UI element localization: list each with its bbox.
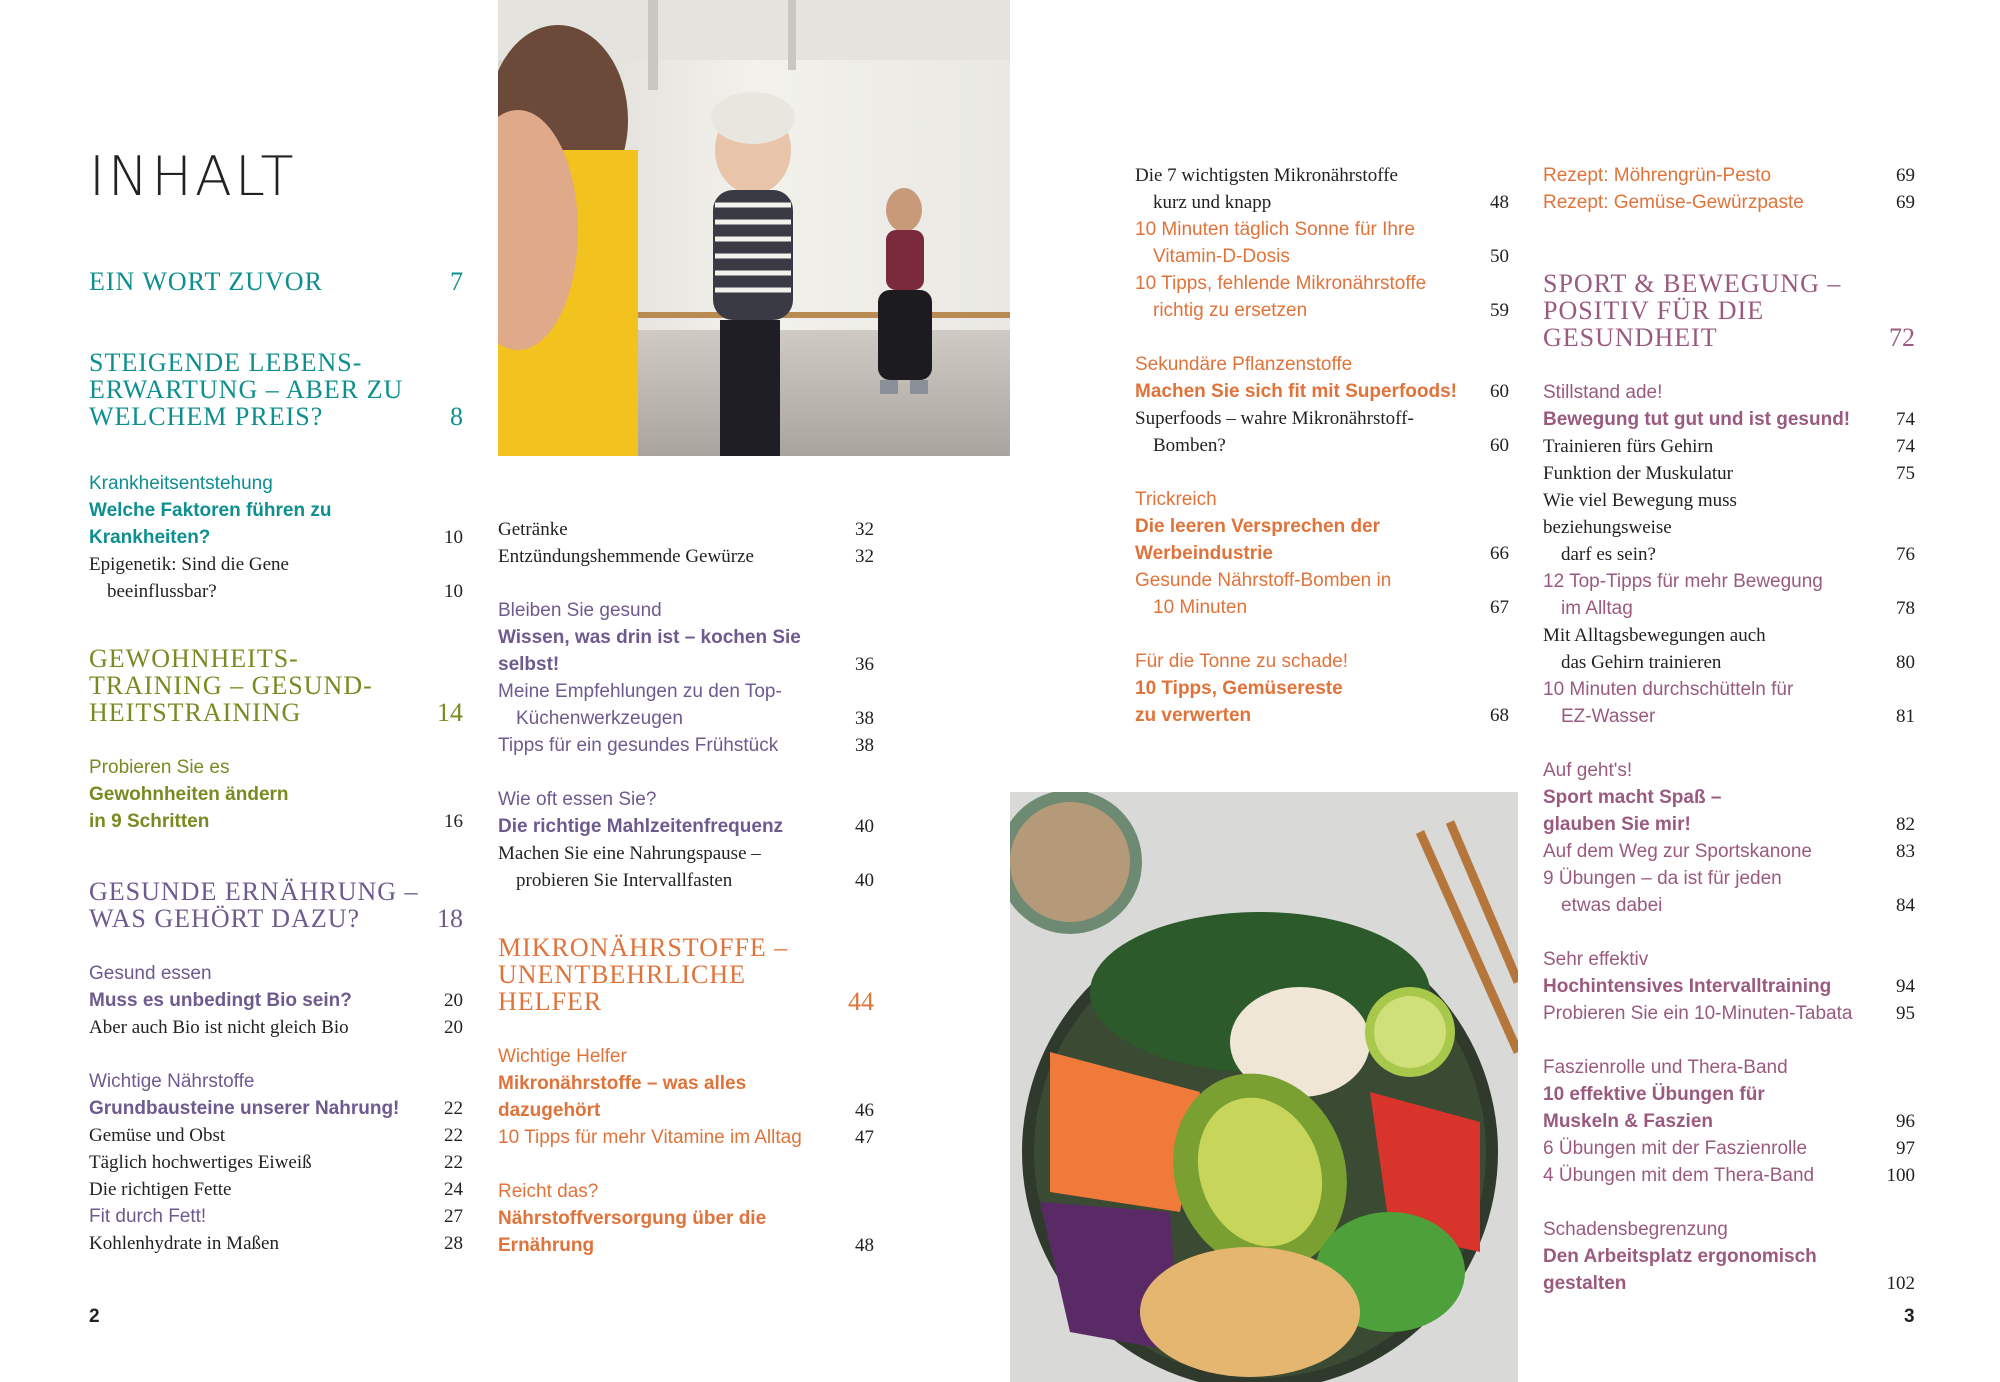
chapter-page-number: 8 bbox=[450, 402, 463, 431]
section-kicker: Faszienrolle und Thera-Band bbox=[1543, 1057, 1788, 1078]
chapter-title-line: GESUNDHEIT bbox=[1543, 323, 1718, 352]
section-kicker: Schadensbegrenzung bbox=[1543, 1219, 1728, 1240]
section-sekundaere-pflanzenstoffe bbox=[1135, 351, 1509, 459]
section-kicker: Stillstand ade! bbox=[1543, 382, 1663, 403]
entry-page-number: 16 bbox=[444, 811, 463, 832]
entry-page-number: 10 bbox=[444, 527, 463, 548]
toc-entry[interactable] bbox=[498, 543, 874, 570]
chapter-title-line: HELFER bbox=[498, 987, 603, 1016]
chapter-title-line: STEIGENDE LEBENS- bbox=[89, 348, 363, 377]
entry-line: in 9 Schritten bbox=[89, 811, 210, 832]
chapter-page-number: 44 bbox=[848, 987, 874, 1016]
entry-page-number: 96 bbox=[1896, 1111, 1915, 1132]
section-gesund-essen bbox=[89, 960, 463, 1041]
entry-line: beeinflussbar? bbox=[107, 581, 217, 602]
toc-entry[interactable] bbox=[1135, 405, 1509, 459]
entry-line: richtig zu ersetzen bbox=[1153, 300, 1308, 321]
entry-page-number: 22 bbox=[444, 1125, 463, 1146]
entry-page-number: 20 bbox=[444, 990, 463, 1011]
entry-line: Entzündungshemmende Gewürze bbox=[498, 546, 754, 567]
entry-line: Epigenetik: Sind die Gene bbox=[89, 554, 289, 575]
entry-line: Fit durch Fett! bbox=[89, 1206, 207, 1227]
entry-line: Wissen, was drin ist – kochen Sie bbox=[498, 627, 801, 648]
chapter-sport-bewegung[interactable] bbox=[1543, 270, 1915, 351]
entry-page-number: 66 bbox=[1490, 543, 1509, 564]
chapter-mikronaehrstoffe[interactable] bbox=[498, 934, 874, 1015]
section-bleiben-sie-gesund bbox=[498, 597, 874, 759]
entry-line: Bomben? bbox=[1153, 435, 1226, 456]
entry-line: Die richtigen Fette bbox=[89, 1179, 232, 1200]
toc-entry[interactable] bbox=[498, 1070, 874, 1124]
entry-line: 10 Minuten durchschütteln für bbox=[1543, 679, 1794, 700]
entry-line: Rezept: Gemüse-Gewürzpaste bbox=[1543, 192, 1804, 213]
entry-page-number: 97 bbox=[1896, 1138, 1915, 1159]
chapter-steigende-lebenserwartung[interactable] bbox=[89, 349, 463, 430]
toc-entry[interactable] bbox=[1543, 433, 1915, 460]
toc-entry[interactable] bbox=[1135, 270, 1509, 324]
chapter-title-line: SPORT & BEWEGUNG – bbox=[1543, 269, 1842, 298]
section-kicker: Für die Tonne zu schade! bbox=[1135, 651, 1349, 672]
entry-line: gestalten bbox=[1543, 1273, 1627, 1294]
entry-line: 10 effektive Übungen für bbox=[1543, 1084, 1765, 1105]
entry-line: Rezept: Möhrengrün-Pesto bbox=[1543, 165, 1772, 186]
toc-entry[interactable] bbox=[1543, 1135, 1915, 1162]
entry-line: Mikronährstoffe – was alles bbox=[498, 1073, 747, 1094]
entry-page-number: 32 bbox=[855, 519, 874, 540]
entry-page-number: 68 bbox=[1490, 705, 1509, 726]
toc-entry[interactable] bbox=[1135, 513, 1509, 567]
entry-line: 10 Minuten täglich Sonne für Ihre bbox=[1135, 219, 1415, 240]
toc-entry[interactable] bbox=[89, 1014, 463, 1041]
entry-line: Mit Alltagsbewegungen auch bbox=[1543, 625, 1766, 646]
toc-entry[interactable] bbox=[1135, 675, 1509, 729]
toc-entry[interactable] bbox=[1543, 784, 1915, 838]
section-schadensbegrenzung bbox=[1543, 1216, 1915, 1297]
section-auf-gehts bbox=[1543, 757, 1915, 919]
page-number-right: 3 bbox=[1904, 1306, 1915, 1327]
chapter-title-line: UNENTBEHRLICHE bbox=[498, 960, 746, 989]
chapter-page-number: 7 bbox=[450, 267, 463, 296]
toc-entry[interactable] bbox=[498, 624, 874, 678]
toc-entry[interactable] bbox=[1543, 865, 1915, 919]
entry-page-number: 69 bbox=[1896, 165, 1915, 186]
chapter-ein-wort-zuvor[interactable] bbox=[89, 268, 463, 295]
entry-line: Vitamin-D-Dosis bbox=[1153, 246, 1290, 267]
entry-page-number: 75 bbox=[1896, 463, 1915, 484]
entry-page-number: 22 bbox=[444, 1098, 463, 1119]
section-kicker: Wie oft essen Sie? bbox=[498, 789, 657, 810]
entry-page-number: 60 bbox=[1490, 435, 1509, 456]
entry-page-number: 40 bbox=[855, 816, 874, 837]
chapter-gewohnheitstraining[interactable] bbox=[89, 645, 463, 726]
toc-entry[interactable] bbox=[1135, 162, 1509, 216]
toc-entry[interactable] bbox=[1543, 622, 1915, 676]
entry-page-number: 67 bbox=[1490, 597, 1509, 618]
entry-page-number: 28 bbox=[444, 1233, 463, 1254]
chapter-title: EIN WORT ZUVOR bbox=[89, 267, 323, 296]
entry-line: Welche Faktoren führen zu bbox=[89, 500, 332, 521]
toc-entry[interactable] bbox=[89, 781, 463, 835]
toc-entry[interactable] bbox=[1543, 973, 1915, 1000]
chapter-title-line: ERWARTUNG – ABER ZU bbox=[89, 375, 404, 404]
entry-page-number: 78 bbox=[1896, 598, 1915, 619]
toc-column-2 bbox=[498, 516, 874, 1259]
entry-page-number: 94 bbox=[1896, 976, 1915, 997]
section-probieren-sie-es bbox=[89, 754, 463, 835]
section-wie-oft-essen-sie bbox=[498, 786, 874, 894]
entry-line: Trainieren fürs Gehirn bbox=[1543, 436, 1714, 457]
entry-line: Machen Sie sich fit mit Superfoods! bbox=[1135, 381, 1457, 402]
section-kicker: Sehr effektiv bbox=[1543, 949, 1649, 970]
section-kicker: Auf geht's! bbox=[1543, 760, 1633, 781]
section-kicker: Sekundäre Pflanzenstoffe bbox=[1135, 354, 1353, 375]
chapter-title-line: TRAINING – GESUND- bbox=[89, 671, 373, 700]
entry-line: Meine Empfehlungen zu den Top- bbox=[498, 681, 782, 702]
toc-entry[interactable] bbox=[1135, 567, 1509, 621]
toc-entry[interactable] bbox=[89, 1176, 463, 1203]
entry-line: 12 Top-Tipps für mehr Bewegung bbox=[1543, 571, 1823, 592]
entry-page-number: 47 bbox=[855, 1127, 874, 1148]
section-kicker: Trickreich bbox=[1135, 489, 1217, 510]
section-fuer-die-tonne bbox=[1135, 648, 1509, 729]
chapter-title-line: POSITIV FÜR DIE bbox=[1543, 296, 1765, 325]
entry-line: Muss es unbedingt Bio sein? bbox=[89, 990, 352, 1011]
entry-page-number: 46 bbox=[855, 1100, 874, 1121]
fitness-class-photo bbox=[498, 0, 1010, 456]
entry-line: dazugehört bbox=[498, 1100, 601, 1121]
entry-page-number: 60 bbox=[1490, 381, 1509, 402]
entry-line: etwas dabei bbox=[1561, 895, 1663, 916]
entry-line: Auf dem Weg zur Sportskanone bbox=[1543, 841, 1812, 862]
section-wichtige-naehrstoffe bbox=[89, 1068, 463, 1257]
entry-line: glauben Sie mir! bbox=[1543, 814, 1691, 835]
entry-page-number: 32 bbox=[855, 546, 874, 567]
entry-page-number: 24 bbox=[444, 1179, 463, 1200]
entry-line: 10 Tipps für mehr Vitamine im Alltag bbox=[498, 1127, 802, 1148]
entry-line: Hochintensives Intervalltraining bbox=[1543, 976, 1832, 997]
section-kicker: Bleiben Sie gesund bbox=[498, 600, 662, 621]
entry-line: selbst! bbox=[498, 654, 560, 675]
toc-column-4 bbox=[1543, 162, 1915, 1297]
salad-bowl-photo bbox=[1010, 792, 1518, 1382]
entry-page-number: 76 bbox=[1896, 544, 1915, 565]
entry-line: Krankheiten? bbox=[89, 527, 211, 548]
entry-line: Gemüse und Obst bbox=[89, 1125, 226, 1146]
toc-entry[interactable] bbox=[1543, 1243, 1915, 1297]
toc-entry[interactable] bbox=[498, 1124, 874, 1151]
entry-line: Getränke bbox=[498, 519, 568, 540]
entry-line: 4 Übungen mit dem Thera-Band bbox=[1543, 1165, 1815, 1186]
entry-page-number: 48 bbox=[855, 1235, 874, 1256]
entry-page-number: 27 bbox=[444, 1206, 463, 1227]
section-kicker: Wichtige Helfer bbox=[498, 1046, 627, 1067]
entry-line: Probieren Sie ein 10-Minuten-Tabata bbox=[1543, 1003, 1853, 1024]
entry-page-number: 20 bbox=[444, 1017, 463, 1038]
entry-page-number: 74 bbox=[1896, 409, 1915, 430]
entry-page-number: 95 bbox=[1896, 1003, 1915, 1024]
entry-line: 10 Tipps, fehlende Mikronährstoffe bbox=[1135, 273, 1427, 294]
entry-line: Tipps für ein gesundes Frühstück bbox=[498, 735, 779, 756]
section-reicht-das bbox=[498, 1178, 874, 1259]
toc-entry[interactable] bbox=[1543, 460, 1915, 487]
chapter-page-number: 72 bbox=[1889, 323, 1915, 352]
entry-line: Nährstoffversorgung über die bbox=[498, 1208, 767, 1229]
toc-entry[interactable] bbox=[1543, 487, 1915, 568]
toc-entry[interactable] bbox=[1543, 1000, 1915, 1027]
chapter-page-number: 18 bbox=[437, 904, 463, 933]
entry-page-number: 82 bbox=[1896, 814, 1915, 835]
entry-page-number: 40 bbox=[855, 870, 874, 891]
entry-line: zu verwerten bbox=[1135, 705, 1252, 726]
toc-entry[interactable] bbox=[1543, 162, 1915, 189]
entry-line: Aber auch Bio ist nicht gleich Bio bbox=[89, 1017, 349, 1038]
entry-page-number: 102 bbox=[1886, 1273, 1915, 1294]
entry-line: Die leeren Versprechen der bbox=[1135, 516, 1381, 537]
toc-entry[interactable] bbox=[1543, 676, 1915, 730]
entry-line: Wie viel Bewegung muss beziehungsweise bbox=[1543, 490, 1737, 538]
entry-page-number: 48 bbox=[1490, 192, 1509, 213]
section-faszienrolle bbox=[1543, 1054, 1915, 1189]
toc-entry[interactable] bbox=[89, 1203, 463, 1230]
section-kicker: Wichtige Nährstoffe bbox=[89, 1071, 255, 1092]
entry-page-number: 81 bbox=[1896, 706, 1915, 727]
toc-entry[interactable] bbox=[1543, 406, 1915, 433]
chapter-title-line: GESUNDE ERNÄHRUNG – bbox=[89, 877, 419, 906]
section-kicker: Krankheitsentstehung bbox=[89, 473, 273, 494]
toc-entry[interactable] bbox=[498, 678, 874, 732]
toc-entry[interactable] bbox=[1543, 568, 1915, 622]
toc-entry[interactable] bbox=[89, 1095, 463, 1122]
toc-entry[interactable] bbox=[1543, 1162, 1915, 1189]
chapter-title-line: WELCHEM PREIS? bbox=[89, 402, 324, 431]
toc-entry[interactable] bbox=[89, 1122, 463, 1149]
entry-page-number: 80 bbox=[1896, 652, 1915, 673]
section-kicker: Probieren Sie es bbox=[89, 757, 230, 778]
toc-column-1 bbox=[89, 268, 463, 1257]
toc-entry[interactable] bbox=[1135, 216, 1509, 270]
entry-page-number: 69 bbox=[1896, 192, 1915, 213]
toc-entry[interactable] bbox=[89, 1149, 463, 1176]
entry-line: Muskeln & Faszien bbox=[1543, 1111, 1713, 1132]
entry-line: Sport macht Spaß – bbox=[1543, 787, 1722, 808]
section-trickreich bbox=[1135, 486, 1509, 621]
entry-line: Bewegung tut gut und ist gesund! bbox=[1543, 409, 1851, 430]
toc-column-3 bbox=[1135, 162, 1509, 729]
entry-line: 10 Tipps, Gemüsereste bbox=[1135, 678, 1343, 699]
entry-line: Gewohnheiten ändern bbox=[89, 784, 289, 805]
toc-entry[interactable] bbox=[1543, 189, 1915, 216]
entry-line: Werbeindustrie bbox=[1135, 543, 1273, 564]
entry-line: EZ-Wasser bbox=[1561, 706, 1656, 727]
section-kicker: Reicht das? bbox=[498, 1181, 599, 1202]
entry-page-number: 84 bbox=[1896, 895, 1915, 916]
entry-line: im Alltag bbox=[1561, 598, 1633, 619]
entry-page-number: 10 bbox=[444, 581, 463, 602]
toc-entry[interactable] bbox=[89, 1230, 463, 1257]
chapter-gesunde-ernaehrung[interactable] bbox=[89, 878, 463, 932]
toc-entry[interactable] bbox=[1543, 1081, 1915, 1135]
section-stillstand-ade bbox=[1543, 379, 1915, 730]
toc-entry[interactable] bbox=[498, 813, 874, 840]
section-krankheitsentstehung bbox=[89, 470, 463, 605]
entry-page-number: 100 bbox=[1886, 1165, 1915, 1186]
entry-line: Machen Sie eine Nahrungspause – bbox=[498, 843, 761, 864]
entry-line: 9 Übungen – da ist für jeden bbox=[1543, 868, 1782, 889]
chapter-title-line: HEITSTRAINING bbox=[89, 698, 302, 727]
toc-entry[interactable] bbox=[89, 987, 463, 1014]
page-title: INHALT bbox=[89, 145, 297, 208]
entry-line: 10 Minuten bbox=[1153, 597, 1248, 618]
entry-line: das Gehirn trainieren bbox=[1561, 652, 1722, 673]
toc-entry[interactable] bbox=[498, 1205, 874, 1259]
entry-line: darf es sein? bbox=[1561, 544, 1656, 565]
entry-page-number: 74 bbox=[1896, 436, 1915, 457]
section-sehr-effektiv bbox=[1543, 946, 1915, 1027]
entry-line: Den Arbeitsplatz ergonomisch bbox=[1543, 1246, 1817, 1267]
entry-line: 6 Übungen mit der Faszienrolle bbox=[1543, 1138, 1808, 1159]
entry-line: kurz und knapp bbox=[1153, 192, 1272, 213]
section-wichtige-helfer bbox=[498, 1043, 874, 1151]
fitness-photo-illustration bbox=[498, 0, 1010, 456]
chapter-title-line: MIKRONÄHRSTOFFE – bbox=[498, 933, 789, 962]
toc-entry[interactable] bbox=[89, 551, 463, 605]
entry-line: Gesunde Nährstoff-Bomben in bbox=[1135, 570, 1392, 591]
salad-bowl-illustration bbox=[1010, 792, 1518, 1382]
page-number-left: 2 bbox=[89, 1306, 100, 1327]
entry-line: Grundbausteine unserer Nahrung! bbox=[89, 1098, 400, 1119]
entry-line: Die 7 wichtigsten Mikronährstoffe bbox=[1135, 165, 1398, 186]
entry-page-number: 22 bbox=[444, 1152, 463, 1173]
chapter-title-line: WAS GEHÖRT DAZU? bbox=[89, 904, 361, 933]
entry-line: probieren Sie Intervallfasten bbox=[516, 870, 733, 891]
entry-line: Küchenwerkzeugen bbox=[516, 708, 683, 729]
entry-line: Kohlenhydrate in Maßen bbox=[89, 1233, 279, 1254]
chapter-title-line: GEWOHNHEITS- bbox=[89, 644, 299, 673]
entry-page-number: 59 bbox=[1490, 300, 1509, 321]
toc-entry[interactable] bbox=[498, 516, 874, 543]
entry-page-number: 50 bbox=[1490, 246, 1509, 267]
toc-entry[interactable] bbox=[1135, 378, 1509, 405]
toc-entry[interactable] bbox=[1543, 838, 1915, 865]
entry-page-number: 83 bbox=[1896, 841, 1915, 862]
entry-line: Superfoods – wahre Mikronährstoff- bbox=[1135, 408, 1414, 429]
entry-page-number: 36 bbox=[855, 654, 874, 675]
entry-page-number: 38 bbox=[855, 708, 874, 729]
section-kicker: Gesund essen bbox=[89, 963, 212, 984]
entry-page-number: 38 bbox=[855, 735, 874, 756]
toc-entry[interactable] bbox=[89, 497, 463, 551]
toc-entry[interactable] bbox=[498, 732, 874, 759]
entry-line: Ernährung bbox=[498, 1235, 595, 1256]
toc-entry[interactable] bbox=[498, 840, 874, 894]
entry-line: Funktion der Muskulatur bbox=[1543, 463, 1733, 484]
chapter-page-number: 14 bbox=[437, 698, 463, 727]
entry-line: Die richtige Mahlzeitenfrequenz bbox=[498, 816, 784, 837]
entry-line: Täglich hochwertiges Eiweiß bbox=[89, 1152, 312, 1173]
